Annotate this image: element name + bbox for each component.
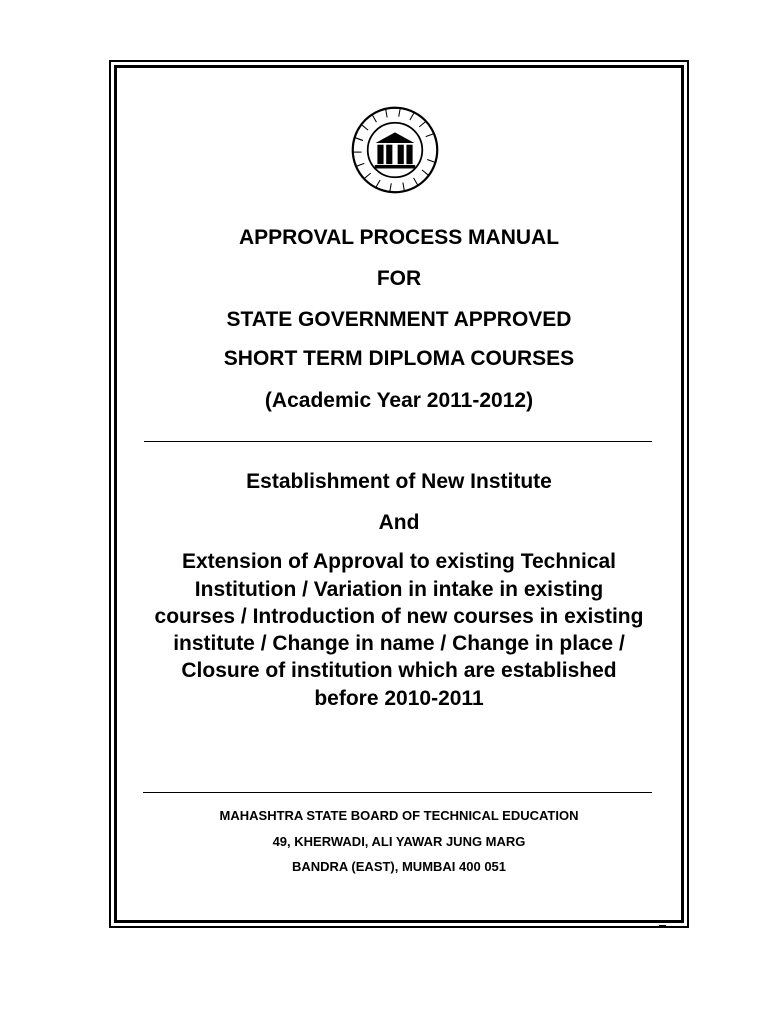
extension-line-6: before 2010-2011 xyxy=(314,687,484,710)
title-line-5: (Academic Year 2011-2012) xyxy=(264,389,534,412)
address-line-2: 49, KHERWADI, ALI YAWAR JUNG MARG xyxy=(272,834,526,849)
title-line-1: APPROVAL PROCESS MANUAL xyxy=(238,226,560,249)
extension-line-5: Closure of institution which are established xyxy=(181,659,617,682)
divider-bottom xyxy=(143,792,652,793)
title-line-2: FOR xyxy=(376,267,422,290)
subject-line-1: Establishment of New Institute xyxy=(246,470,552,493)
divider-top xyxy=(144,441,652,442)
extension-line-4: institute / Change in name / Change in place / xyxy=(173,632,625,655)
subject-line-2: And xyxy=(378,511,420,534)
extension-line-3: courses / Introduction of new courses in existing xyxy=(154,605,644,628)
title-line-3: STATE GOVERNMENT APPROVED xyxy=(226,308,572,331)
extension-line-2: Institution / Variation in intake in existing xyxy=(194,578,604,601)
title-line-4: SHORT TERM DIPLOMA COURSES xyxy=(223,347,575,370)
extension-line-1: Extension of Approval to existing Technical xyxy=(181,550,617,573)
address-line-1: MAHASHTRA STATE BOARD OF TECHNICAL EDUCATION xyxy=(219,808,579,823)
corner-mark xyxy=(659,925,666,928)
address-line-3: BANDRA (EAST), MUMBAI 400 051 xyxy=(291,859,507,874)
board-seal-logo xyxy=(351,106,439,194)
